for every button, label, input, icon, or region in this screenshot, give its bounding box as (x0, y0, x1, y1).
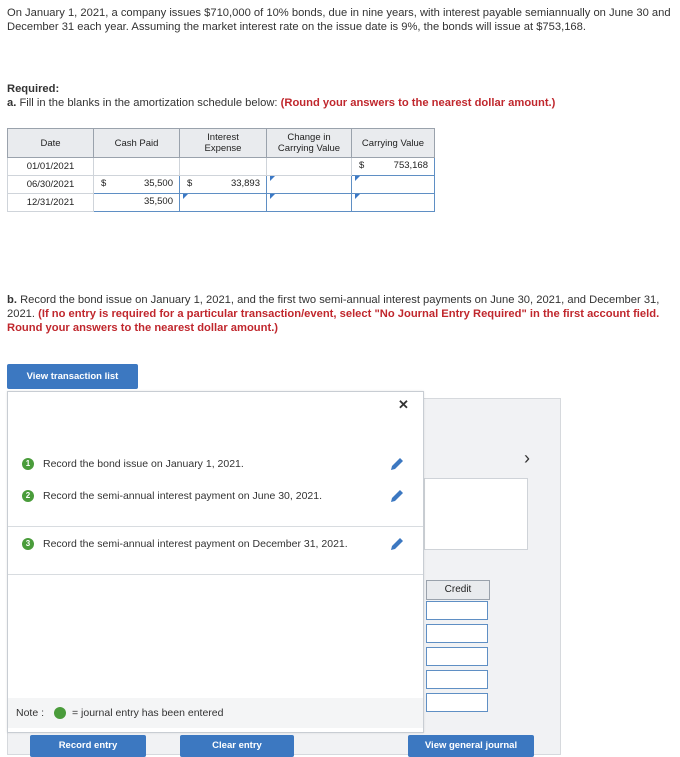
part-a-instructions (7, 96, 675, 110)
journal-entry-box (424, 478, 528, 550)
view-transaction-list-button[interactable]: View transaction list (7, 364, 138, 389)
transaction-text: Record the bond issue on January 1, 2021. (43, 458, 244, 470)
change-carrying-input[interactable] (267, 176, 352, 194)
next-arrow-icon[interactable]: › (524, 448, 530, 468)
step-number-badge: 1 (22, 458, 34, 470)
interest-header-text: Interest Expense (204, 132, 242, 154)
column-header-interest-expense (180, 129, 267, 158)
edit-pencil-icon[interactable] (389, 536, 405, 552)
input-marker-icon (270, 194, 275, 199)
amortization-table (7, 128, 435, 212)
transaction-text: Record the semi-annual interest payment on June 30, 2021. (43, 490, 323, 502)
input-marker-icon (355, 194, 360, 199)
table-row (8, 158, 435, 176)
carrying-value-value: 753,168 (393, 160, 428, 171)
clear-entry-button[interactable]: Clear entry (180, 735, 294, 757)
cash-paid-cell (94, 176, 180, 194)
carrying-value-cell (352, 158, 435, 176)
input-marker-icon (183, 194, 188, 199)
panel-header (8, 392, 423, 444)
entered-indicator-icon (54, 707, 66, 719)
column-header-change-in-carrying-value (267, 129, 352, 158)
divider (8, 526, 423, 527)
currency-symbol: $ (101, 178, 107, 189)
transaction-text: Record the semi-annual interest payment on December 31, 2021. (43, 538, 348, 550)
change-carrying-cell (267, 158, 352, 176)
credit-input[interactable] (426, 693, 488, 712)
part-a-text: Fill in the blanks in the amortization schedule below: (19, 97, 278, 109)
part-b-text: Record the bond issue on January 1, 2021, and the first two semi-annual interest payments on June 30, 2021, and December 31, 2021. (7, 294, 660, 320)
part-b-instructions (7, 293, 677, 335)
input-marker-icon (355, 176, 360, 181)
credit-input[interactable] (426, 670, 488, 689)
panel-note-bar (8, 698, 423, 728)
interest-expense-cell (180, 176, 267, 194)
carrying-value-input[interactable] (352, 176, 435, 194)
required-label: Required: (7, 83, 60, 95)
change-carrying-input[interactable] (267, 194, 352, 212)
transaction-item[interactable] (8, 536, 423, 574)
currency-symbol: $ (187, 178, 193, 189)
cash-paid-cell (94, 158, 180, 176)
interest-expense-cell (180, 158, 267, 176)
date-cell: 12/31/2021 (8, 194, 94, 212)
cash-paid-value: 35,500 (143, 178, 173, 189)
table-row (8, 176, 435, 194)
currency-symbol: $ (359, 160, 365, 171)
change-header-text: Change in Carrying Value (277, 132, 341, 154)
column-header-cash-paid: Cash Paid (94, 129, 180, 158)
step-number-badge: 3 (22, 538, 34, 550)
note-text: = journal entry has been entered (72, 707, 224, 719)
table-header-row (8, 129, 435, 158)
cash-paid-value: 35,500 (143, 196, 173, 207)
problem-intro: On January 1, 2021, a company issues $710,000 of 10% bonds, due in nine years, with interest payable semiannually on June 30 and December 31 each year. Assuming the market interest rate on the issue date is 9%, the bonds will issue at $753,168. (7, 7, 671, 33)
input-marker-icon (270, 176, 275, 181)
part-a-note: (Round your answers to the nearest dollar amount.) (280, 97, 556, 109)
date-cell: 01/01/2021 (8, 158, 94, 176)
carrying-value-input[interactable] (352, 194, 435, 212)
credit-input[interactable] (426, 624, 488, 643)
edit-pencil-icon[interactable] (389, 456, 405, 472)
note-label: Note : (16, 707, 45, 719)
step-number-badge: 2 (22, 490, 34, 502)
transaction-list-panel (7, 391, 424, 733)
transaction-item[interactable] (8, 488, 423, 526)
edit-pencil-icon[interactable] (389, 488, 405, 504)
credit-input[interactable] (426, 601, 488, 620)
credit-input[interactable] (426, 647, 488, 666)
transaction-item[interactable] (8, 456, 423, 488)
column-header-date: Date (8, 129, 94, 158)
date-cell: 06/30/2021 (8, 176, 94, 194)
interest-expense-input[interactable] (180, 194, 267, 212)
view-general-journal-button[interactable]: View general journal (408, 735, 534, 757)
part-b-prefix: b. (7, 294, 17, 306)
interest-expense-value: 33,893 (230, 178, 260, 189)
table-row (8, 194, 435, 212)
part-a-prefix: a. (7, 97, 17, 109)
close-icon[interactable]: ✕ (398, 397, 409, 412)
column-header-carrying-value: Carrying Value (352, 129, 435, 158)
part-b-note: (If no entry is required for a particular transaction/event, select "No Journal Entry Required" in the first account field. Round your answers to the nearest dollar amount.) (7, 308, 660, 334)
divider (8, 574, 423, 575)
record-entry-button[interactable]: Record entry (30, 735, 146, 757)
credit-header: Credit (426, 580, 490, 600)
cash-paid-cell (94, 194, 180, 212)
